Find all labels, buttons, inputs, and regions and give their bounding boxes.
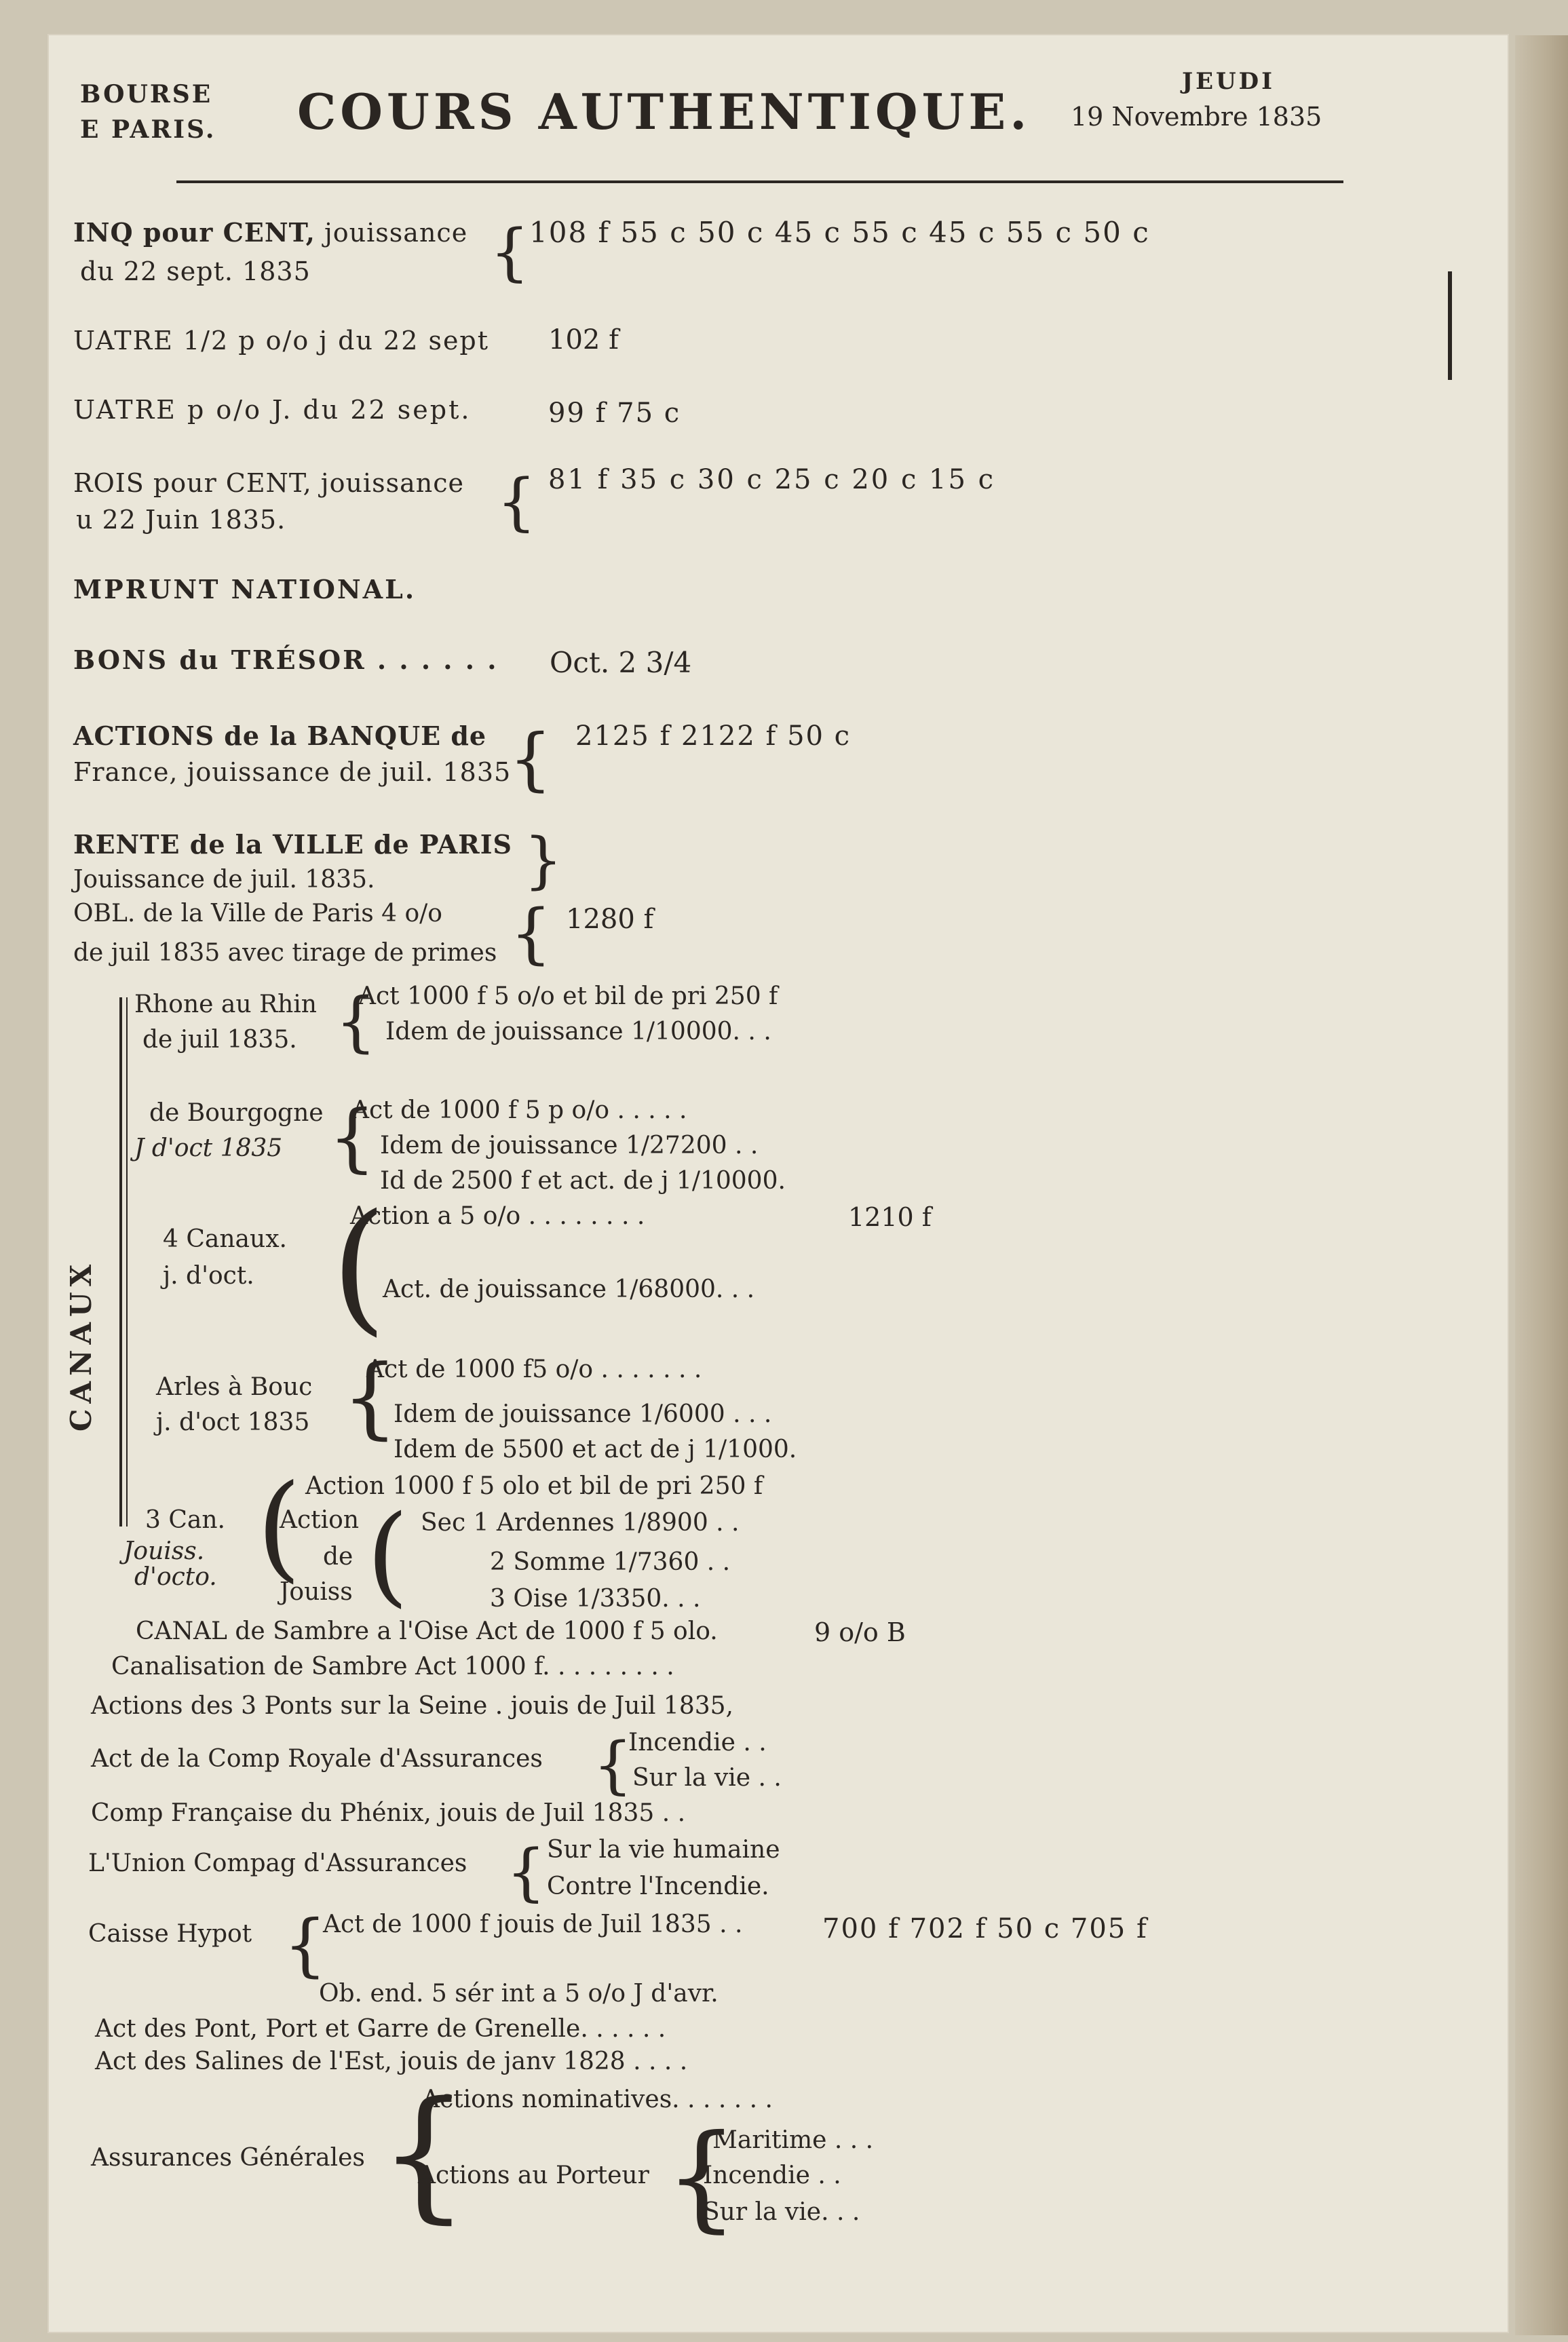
assur-incendie: Incendie . .: [703, 2162, 841, 2189]
arles-idem2: Idem de 5500 et act de j 1/1000.: [394, 1436, 797, 1463]
canaux4-jouis: Act. de jouissance 1/68000. . .: [383, 1275, 755, 1303]
union-vie: Sur la vie humaine: [547, 1836, 780, 1864]
canal-sambre: CANAL de Sambre a l'Oise Act de 1000 f 5 olo.: [136, 1617, 718, 1645]
header-rule: [176, 180, 1343, 183]
canaux4-price: 1210 f: [848, 1202, 932, 1232]
actions-banque-line1: ACTIONS de la BANQUE de: [73, 721, 487, 751]
brace: {: [510, 896, 552, 972]
header-date: 19 Novembre 1835: [1071, 102, 1322, 132]
brace: }: [524, 825, 563, 896]
quatre-demi-price: 102 f: [548, 324, 619, 356]
obl-price: 1280 f: [566, 904, 654, 935]
actions-banque-line2: France, jouissance de juil. 1835: [73, 757, 512, 787]
canal-sambre-price: 9 o/o B: [814, 1617, 906, 1647]
emprunt-label: MPRUNT NATIONAL.: [73, 574, 417, 604]
trois-prices: 81 f 35 c 30 c 25 c 20 c 15 c: [548, 464, 996, 495]
three-action: Action: [280, 1506, 359, 1534]
cinq-label: INQ pour CENT, jouissance: [73, 217, 468, 248]
header-day: JEUDI: [1182, 68, 1276, 95]
canaux4-action: Action a 5 o/o . . . . . . . .: [350, 1202, 645, 1230]
header-left-line1: BOURSE: [80, 80, 213, 109]
brace: {: [328, 1094, 376, 1180]
comp-royale-incendie: Incendie . .: [628, 1729, 767, 1756]
section-1: Sec 1 Ardennes 1/8900 . .: [421, 1509, 740, 1537]
quatre-label: UATRE p o/o J. du 22 sept.: [73, 395, 472, 425]
bourgogne-act: Act de 1000 f 5 p o/o . . . . .: [351, 1096, 687, 1124]
cinq-date: du 22 sept. 1835: [80, 256, 311, 286]
canaux-side-label: CANAUX: [64, 1259, 98, 1432]
brace: {: [284, 1905, 327, 1984]
canaux4-line1: 4 Canaux.: [163, 1225, 287, 1253]
three-can-line3: d'octo.: [134, 1563, 217, 1591]
assur-porteur: Actions au Porteur: [418, 2162, 649, 2189]
margin-mark: [1448, 271, 1452, 380]
three-de: de: [323, 1543, 353, 1571]
rhone-act: Act 1000 f 5 o/o et bil de pri 250 f: [358, 982, 778, 1010]
ob-end: Ob. end. 5 sér int a 5 o/o J d'avr.: [319, 1980, 719, 2008]
actions-banque-price: 2125 f 2122 f 50 c: [575, 721, 852, 752]
trois-ponts: Actions des 3 Ponts sur la Seine . jouis de Juil 1835,: [91, 1692, 733, 1720]
assur-maritime: Maritime . . .: [712, 2126, 874, 2154]
canaux-rule-inner: [126, 997, 128, 1527]
brace: {: [506, 1836, 546, 1908]
three-jouis: Jouiss: [280, 1578, 353, 1606]
canaux4-line2: j. d'oct.: [163, 1262, 254, 1290]
rente-ville-line1: RENTE de la VILLE de PARIS: [73, 829, 512, 860]
union-incendie: Contre l'Incendie.: [547, 1873, 769, 1900]
caisse-price: 700 f 702 f 50 c 705 f: [822, 1913, 1148, 1944]
arles-line1: Arles à Bouc: [156, 1373, 313, 1401]
rhone-line2: de juil 1835.: [142, 1026, 297, 1054]
bourgogne-id: Id de 2500 f et act. de j 1/10000.: [380, 1167, 786, 1195]
salines: Act des Salines de l'Est, jouis de janv 1828 . . . .: [95, 2048, 688, 2075]
brace: {: [665, 2110, 739, 2244]
header-left-line2: E PARIS.: [80, 115, 216, 144]
brace: {: [342, 1345, 398, 1448]
quatre-demi-label: UATRE 1/2 p o/o j du 22 sept: [73, 326, 490, 356]
obl-line1: OBL. de la Ville de Paris 4 o/o: [73, 900, 442, 927]
brace: {: [497, 465, 537, 538]
three-can-line1: 3 Can.: [145, 1506, 225, 1534]
three-can-top: Action 1000 f 5 olo et bil de pri 250 f: [305, 1472, 763, 1500]
rhone-line1: Rhone au Rhin: [134, 991, 317, 1018]
comp-royale: Act de la Comp Royale d'Assurances: [91, 1745, 543, 1773]
assurances-generales: Assurances Générales: [91, 2144, 365, 2172]
bourgogne-idem: Idem de jouissance 1/27200 . .: [380, 1132, 759, 1159]
page-fold-edge: [1515, 35, 1568, 2335]
caisse-act: Act de 1000 f jouis de Juil 1835 . .: [323, 1911, 743, 1938]
brace: {: [593, 1729, 633, 1801]
brace: (: [366, 1491, 409, 1618]
phenix: Comp Française du Phénix, jouis de Juil 1835 . .: [91, 1799, 686, 1827]
cinq-prices: 108 f 55 c 50 c 45 c 55 c 45 c 55 c 50 c: [529, 216, 1150, 249]
arles-idem1: Idem de jouissance 1/6000 . . .: [394, 1400, 772, 1428]
brace: {: [379, 2071, 470, 2237]
trois-date: u 22 Juin 1835.: [76, 505, 286, 535]
bourgogne-line2: J d'oct 1835: [134, 1134, 283, 1162]
grenelle: Act des Pont, Port et Garre de Grenelle. . . . . .: [95, 2015, 666, 2043]
brace: {: [509, 719, 552, 799]
bons-price: Oct. 2 3/4: [550, 646, 692, 679]
bourgogne-line1: de Bourgogne: [149, 1099, 324, 1127]
brace: (: [256, 1460, 302, 1594]
assur-vie: Sur la vie. . .: [703, 2198, 860, 2226]
arles-act: Act de 1000 f5 o/o . . . . . . .: [366, 1356, 702, 1383]
trois-label: ROIS pour CENT, jouissance: [73, 468, 464, 498]
comp-royale-vie: Sur la vie . .: [632, 1764, 782, 1792]
assur-nominatives: Actions nominatives. . . . . . .: [422, 2086, 773, 2113]
brace: {: [490, 216, 530, 288]
section-2: 2 Somme 1/7360 . .: [490, 1548, 731, 1576]
union: L'Union Compag d'Assurances: [88, 1849, 467, 1877]
brace: (: [331, 1183, 387, 1349]
section-3: 3 Oise 1/3350. . .: [490, 1585, 701, 1613]
rente-ville-line2: Jouissance de juil. 1835.: [73, 866, 375, 894]
canaux-rule-outer: [119, 997, 122, 1527]
bons-label: BONS du TRÉSOR . . . . . .: [73, 645, 499, 675]
canalisation: Canalisation de Sambre Act 1000 f. . . . . . . . .: [111, 1653, 674, 1681]
quatre-price: 99 f 75 c: [548, 398, 681, 429]
arles-line2: j. d'oct 1835: [156, 1408, 310, 1436]
brace: {: [335, 984, 377, 1060]
caisse-hypot: Caisse Hypot: [88, 1920, 252, 1948]
page-title: COURS AUTHENTIQUE.: [297, 83, 1031, 140]
rhone-idem: Idem de jouissance 1/10000. . .: [385, 1018, 771, 1045]
obl-line2: de juil 1835 avec tirage de primes: [73, 939, 497, 967]
three-can-line2: Jouiss.: [123, 1537, 205, 1565]
